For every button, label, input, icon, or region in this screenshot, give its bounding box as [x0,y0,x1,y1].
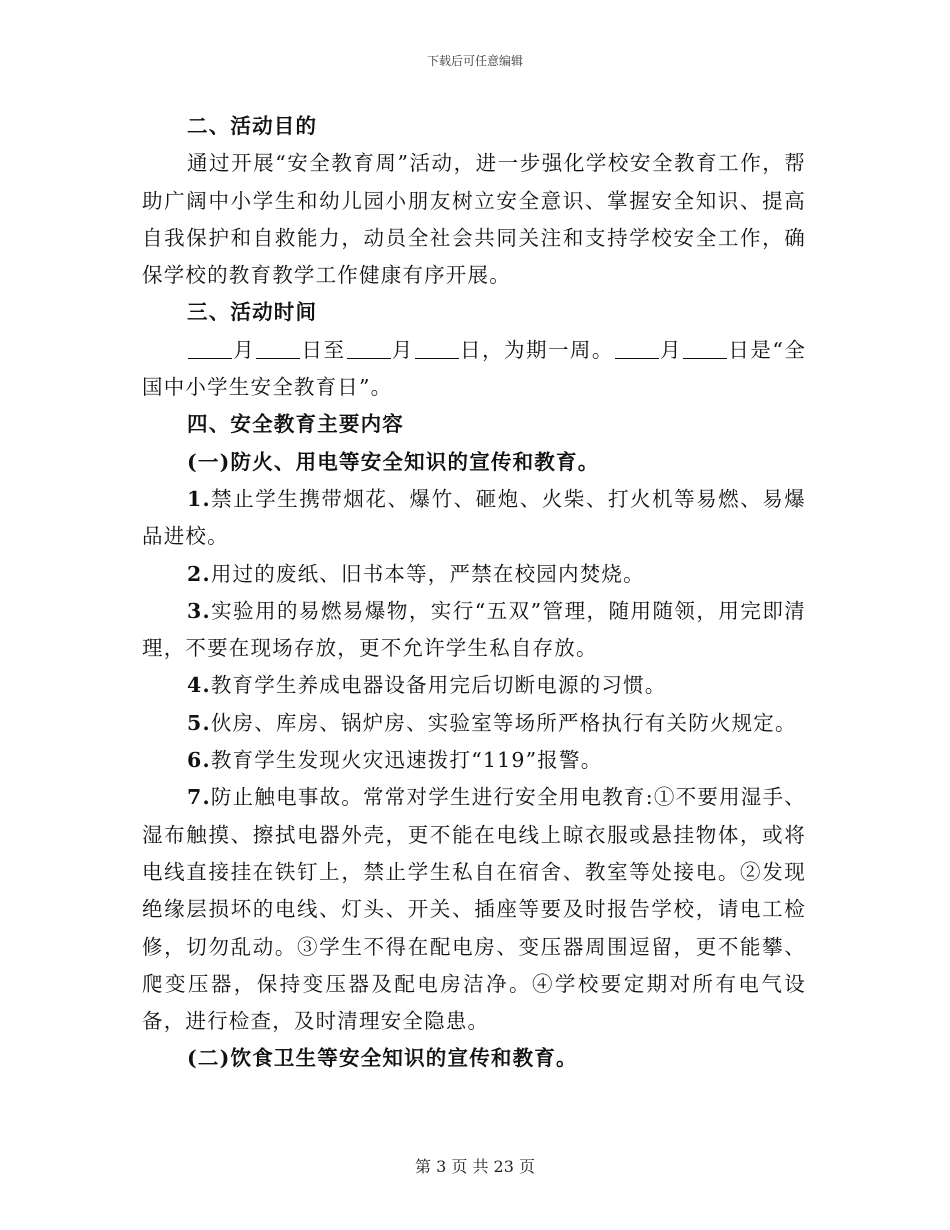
day-to-label: 日至 [301,337,346,362]
date-blank [188,338,232,359]
page-number: 第 3 页 共 23 页 [415,1157,535,1176]
item-text: 教育学生发现火灾迅速拨打“119”报警。 [210,748,603,773]
month-label: 月 [659,337,683,362]
subsection2-title: (二)饮食卫生等安全知识的宣传和教育。 [187,1046,578,1071]
list-item [142,667,806,704]
list-item [142,593,806,668]
section3-paragraph [142,332,806,407]
month-label: 月 [391,337,414,362]
section4-title: 四、安全教育主要内容 [187,412,404,437]
item-number: 6. [187,748,211,773]
item-text: 用过的废纸、旧书本等，严禁在校园内焚烧。 [210,561,645,586]
item-text: 防止触电事故。常常对学生进行安全用电教育:①不要用湿手、湿布触摸、擦拭电器外壳，更不能在电线上晾衣服或悬挂物体，或将电线直接挂在铁钉上，禁止学生私自在宿舍、教室等处接电。②发现绝缘层损坏的电线、灯头、开关、插座等要及时报告学校，请电工检修，切勿乱动。③学生不得在配电房、变压器周围逗留，更不能攀、爬变压器，保持变压器及配电房洁净。④学校要定期对所有电气设备，进行检查，及时清理安全隐患。 [142,785,806,1034]
item-number: 7. [187,785,211,810]
month-label: 月 [233,337,256,362]
item-number: 2. [187,561,211,586]
list-item [142,779,806,1040]
item-number: 1. [187,486,211,511]
date-blank [683,338,727,359]
document-body [142,108,806,1078]
section2-paragraph: 通过开展“安全教育周”活动，进一步强化学校安全教育工作，帮助广阔中小学生和幼儿园小朋友树立安全意识、掌握安全知识、提高自我保护和自救能力，动员全社会共同关注和支持学校安全工作，确保学校的教育教学工作健康有序开展。 [142,151,806,288]
day-is-label: 日是“全国中小学生安全教育日”。 [142,337,807,400]
date-blank [256,338,300,359]
day-period-label: 日，为期一周。 [459,337,614,362]
section2-title: 二、活动目的 [187,114,318,138]
item-text: 伙房、库房、锅炉房、实验室等场所严格执行有关防火规定。 [210,710,797,735]
section3-title: 三、活动时间 [187,300,318,325]
item-number: 5. [187,710,211,735]
date-blank [415,338,459,359]
item-text: 禁止学生携带烟花、爆竹、砸炮、火柴、打火机等易燃、易爆品进校。 [142,486,806,549]
header-note: 下载后可任意编辑 [426,54,523,68]
list-item [142,556,806,593]
item-number: 3. [187,598,211,623]
list-item [142,742,806,779]
list-item [142,705,806,742]
list-item [142,481,806,556]
item-text: 实验用的易燃易爆物，实行“五双”管理，随用随领，用完即清理，不要在现场存放，更不允许学生私自存放。 [142,598,806,661]
date-blank [347,338,391,359]
subsection1-title: (一)防火、用电等安全知识的宣传和教育。 [187,449,600,474]
item-number: 4. [187,673,211,698]
date-blank [615,338,659,359]
item-text: 教育学生养成电器设备用完后切断电源的习惯。 [210,673,667,698]
